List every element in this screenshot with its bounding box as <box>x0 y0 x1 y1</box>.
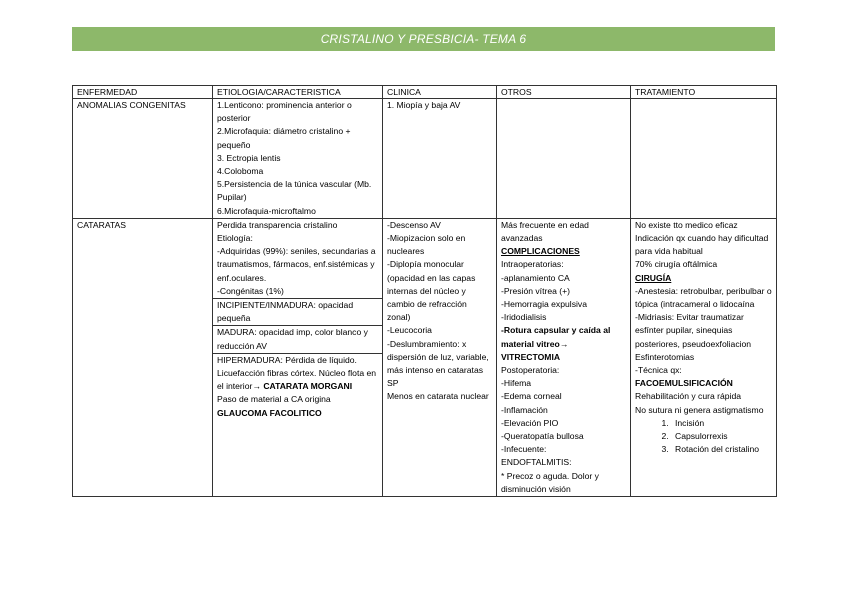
rotura-capsular: -Rotura capsular y caída al material vitreo→ VITRECTOMIA <box>501 325 611 362</box>
postop-item: -Elevación PIO <box>501 417 559 428</box>
etiologia-line: Etiología: <box>217 233 253 244</box>
header-otros: OTROS <box>497 86 631 99</box>
postop-item: ENDOFTALMITIS: <box>501 457 572 468</box>
postop-item: -Hifema <box>501 378 532 389</box>
etiologia-item: 3. Ectropia lentis <box>217 152 281 163</box>
postop-item: -Queratopatía bullosa <box>501 431 584 442</box>
etiologia-line: Perdida transparencia cristalino <box>217 219 338 230</box>
cell-enfermedad: CATARATAS <box>73 218 213 496</box>
intraop-item: -Presión vítrea (+) <box>501 285 571 296</box>
pasos-list <box>635 417 772 457</box>
complicaciones-heading: COMPLICACIONES <box>501 246 580 257</box>
clinica-item: -Leucocoria <box>387 325 432 336</box>
paso-text: Paso de material a CA origina <box>217 394 331 405</box>
tratamiento-intro: Indicación qx cuando hay dificultad para vida habitual <box>635 233 769 257</box>
cell-etiologia <box>213 218 383 496</box>
paso-item: 2. Capsulorrexis <box>671 430 772 443</box>
tratamiento-intro: 70% cirugía oftálmica <box>635 259 718 270</box>
cell-tratamiento <box>631 218 777 496</box>
header-enfermedad: ENFERMEDAD <box>73 86 213 99</box>
postop-item: -Edema corneal <box>501 391 562 402</box>
intraop-item: -aplanamiento CA <box>501 272 570 283</box>
document-title: CRISTALINO Y PRESBICIA- TEMA 6 <box>72 27 775 51</box>
cell-enfermedad: ANOMALIAS CONGENITAS <box>73 99 213 219</box>
postop-item: * Precoz o aguda. Dolor y disminución visión <box>501 470 599 494</box>
intraop-item: -Iridodialisis <box>501 312 547 323</box>
tratamiento-item: Rehabilitación y cura rápida <box>635 391 742 402</box>
etiologia-item: 5.Persistencia de la túnica vascular (Mb. Pupilar) <box>217 179 372 203</box>
etiologia-line: -Adquiridas (99%): seniles, secundarias a traumatismos, fármacos, enf.sistémicas y enf.oculares. <box>217 246 376 283</box>
cell-clinica <box>383 218 497 496</box>
tratamiento-item: Esfinterotomias <box>635 351 695 362</box>
cell-clinica: 1. Miopía y baja AV <box>383 99 497 219</box>
header-etiologia: ETIOLOGIA/CARACTERISTICA <box>213 86 383 99</box>
madura-block: MADURA: opacidad imp, color blanco y reducción AV <box>213 325 382 352</box>
cell-otros <box>497 218 631 496</box>
intraop-heading: Intraoperatorias: <box>501 259 564 270</box>
tratamiento-item: -Técnica qx: <box>635 365 682 376</box>
table-header-row <box>73 86 777 99</box>
facoemulsificacion-heading: FACOEMULSIFICACIÓN <box>635 378 733 389</box>
postop-heading: Postoperatoria: <box>501 365 560 376</box>
table-row <box>73 99 777 219</box>
etiologia-item: 4.Coloboma <box>217 166 264 177</box>
paso-item: 1. Incisión <box>671 417 772 430</box>
etiologia-line: -Congénitas (1%) <box>217 285 284 296</box>
clinica-item: -Diplopía monocular (opacidad en las capas internas del núcleo y cambio de refracción zonal) <box>387 259 476 323</box>
tratamiento-item: -Anestesia: retrobulbar, peribulbar o tópica (intracameral o lidocaína <box>635 285 772 310</box>
clinica-item: Menos en catarata nuclear <box>387 391 489 402</box>
etiologia-item: 6.Microfaquia-microftalmo <box>217 205 316 216</box>
header-clinica: CLINICA <box>383 86 497 99</box>
hipermadura-block <box>213 353 382 420</box>
table-row <box>73 218 777 496</box>
cell-etiologia <box>213 99 383 219</box>
etiologia-item: 1.Lenticono: prominencia anterior o posterior <box>217 100 352 124</box>
disease-table <box>72 85 777 497</box>
glaucoma-facolitico: GLAUCOMA FACOLITICO <box>217 407 322 418</box>
header-tratamiento: TRATAMIENTO <box>631 86 777 99</box>
etiologia-item: 2.Microfaquia: diámetro cristalino + pequeño <box>217 126 351 150</box>
clinica-item: -Deslumbramiento: x dispersión de luz, variable, más intenso en cataratas SP <box>387 338 489 389</box>
postop-item: -Inflamación <box>501 404 548 415</box>
cell-otros <box>497 99 631 219</box>
paso-item: 3. Rotación del cristalino <box>671 443 772 456</box>
postop-item: -Infecuente: <box>501 444 547 455</box>
intraop-item: -Hemorragia expulsiva <box>501 299 587 310</box>
cirugia-heading: CIRUGÍA <box>635 272 672 283</box>
clinica-item: -Miopizacion solo en nucleares <box>387 233 466 257</box>
tratamiento-item: -Midriasis: Evitar traumatizar esfínter pupilar, sinequias posteriores, pseudoexfoliacion <box>635 312 752 349</box>
clinica-item: -Descenso AV <box>387 219 441 230</box>
incipiente-block: INCIPIENTE/INMADURA: opacidad pequeña <box>213 298 382 325</box>
tratamiento-item: No sutura ni genera astigmatismo <box>635 404 764 415</box>
tratamiento-intro: No existe tto medico eficaz <box>635 219 738 230</box>
catarata-morgani: CATARATA MORGANI <box>263 381 353 392</box>
cell-tratamiento <box>631 99 777 219</box>
otros-intro: Más frecuente en edad avanzadas <box>501 219 589 244</box>
hipermadura-text: HIPERMADURA: Pérdida de líquido. Licuefacción fibras córtex. Núcleo flota en el interior→ <box>217 354 377 392</box>
